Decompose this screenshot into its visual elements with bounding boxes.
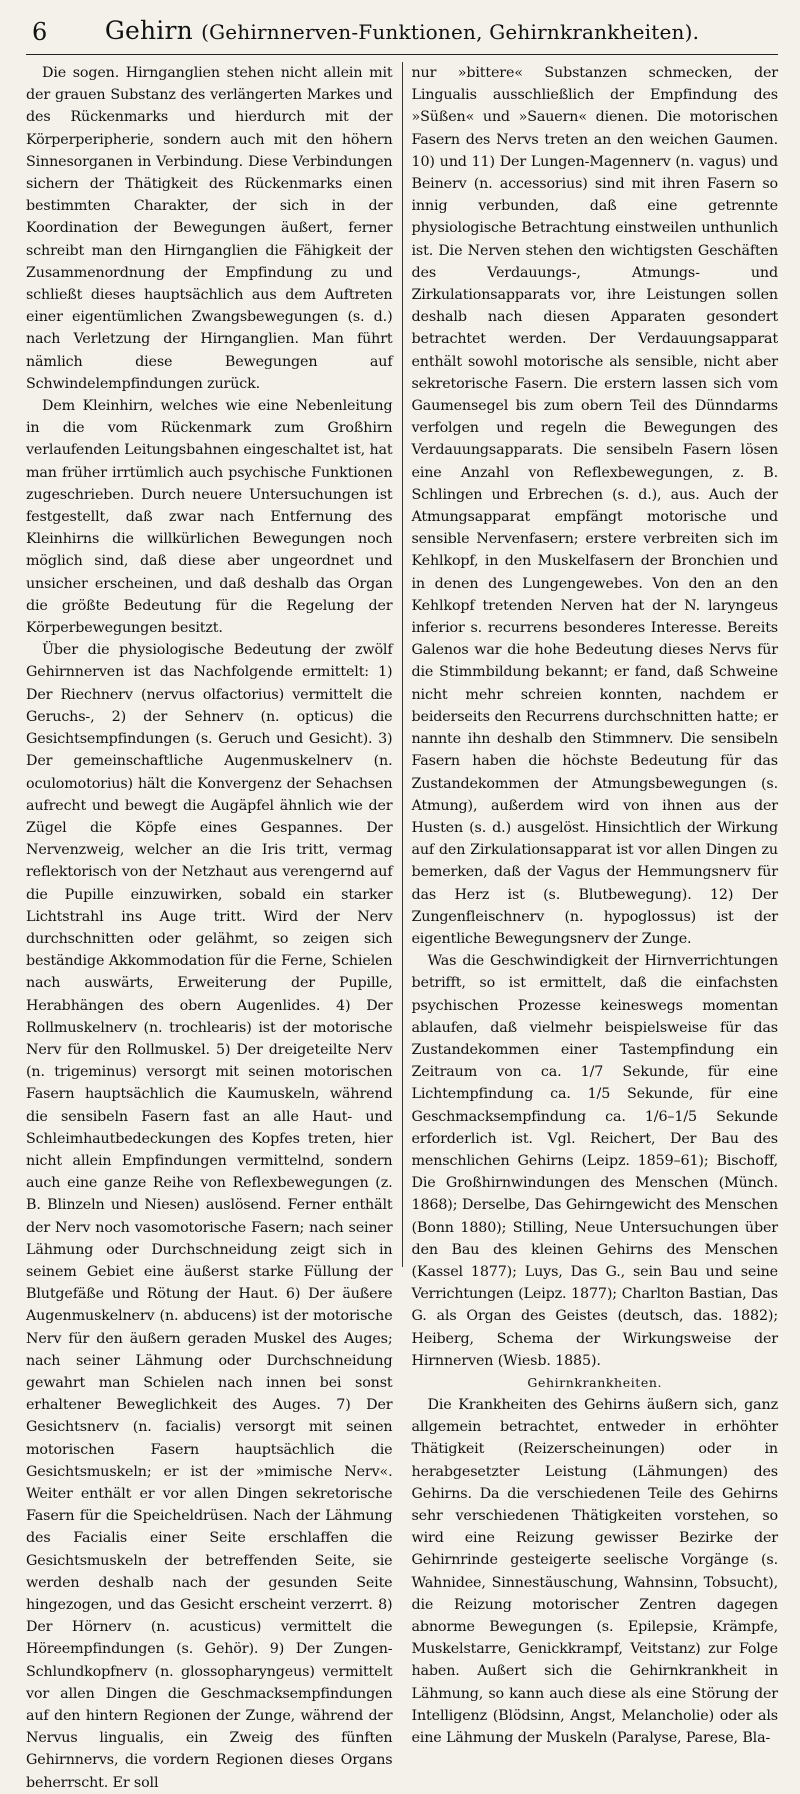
paragraph-krankheiten: Die Krankheiten des Gehirns äußern sich, ganz allgemein betrachtet, entweder in erhöhter Thätigkeit (Reizerscheinungen) oder in herabgesetzter Leistung (Lähmungen) des Gehirns. Da die verschiedenen Teile des Gehirns sehr verschiedenen Thätigkeiten vorstehen, so wird eine Reizung gewisser Bezirke der Gehirnrinde gesteigerte seelische Vorgänge (s. Wahnidee, Sinnestäuschung, Wahnsinn, Tobsucht), die Reizung motorischer Zentren dagegen abnorme Bewegungen (s. Epilepsie, Krämpfe, Muskelstarre, Genickkrampf, Veitstanz) zur Folge haben. Außert sich die Gehirnkrankheit in Lähmung, so kann auch diese als eine Störung der Intelligenz (Blödsinn, Angst, Melancholie) oder als eine Lähmung der Muskeln (Paralyse, Parese, Bla- — [411, 1396, 778, 1747]
header-rule — [26, 54, 778, 55]
page-number: 6 — [32, 18, 48, 46]
paragraph-kleinhirn: Dem Kleinhirn, welches wie eine Nebenleitung in die vom Rückenmark zum Großhirn verlaufenden Leitungsbahnen eingeschaltet ist, hat man früher irrtümlich auch psychische Funktionen zugeschrieben. Durch neuere Untersuchungen ist festgestellt, daß zwar nach Entfernung des Kleinhirns die willkürlichen Bewegungen noch möglich sind, daß diese aber ungeordnet und unsicher erscheinen, und daß deshalb das Organ die größte Bedeutung für die Regelung der Körperbewegungen besitzt. — [26, 398, 393, 637]
paragraph-continuation: nur »bittere« Substanzen schmecken, der Lingualis ausschließlich der Empfindung des »Süßen« und »Sauern« dienen. Die motorischen Fasern des Nervs treten an den weichen Gaumen. 10) und 11) Der Lungen-Magennerv (n. vagus) und Beinerv (n. accessorius) sind mit ihren Fasern so innig verbunden, daß eine getrennte physiologische Betrachtung einstweilen unthunlich ist. Die Nerven stehen den wichtigsten Geschäften des Verdauungs-, Atmungs- und Zirkulationsapparats vor, ihre Leistungen sollen deshalb nach diesen Apparaten gesondert betrachtet werden. Der Verdauungsapparat enthält sowohl motorische als sensible, nicht aber sekretorische Fasern. Die erstern lassen sich vom Gaumensegel bis zum obern Teil des Dünndarms verfolgen und regeln die Bewegungen des Verdauungsapparats. Die sensibeln Fasern lösen eine Anzahl von Reflexbewegungen, z. B. Schlingen und Erbrechen (s. d.), aus. Auch der Atmungsapparat empfängt motorische und sensible Nervenfasern; erstere verbreiten sich im Kehlkopf, in den Muskelfasern der Bronchien und in denen des Lungengewebes. Von den an den Kehlkopf tretenden Nerven hat der N. laryngeus inferior s. recurrens besonderes Interesse. Bereits Galenos war die hohe Bedeutung dieses Nervs für die Stimmbildung bekannt; er fand, daß Schweine nicht mehr schreien konnten, nachdem er beiderseits den Recurrens durchschnitten hatte; er nannte ihn deshalb den Stimmnerv. Die sensibeln Fasern haben die höchste Bedeutung für das Zustandekommen der Atmungsbewegungen (s. Atmung), außerdem wird von ihnen aus der Husten (s. d.) ausgelöst. Hinsichtlich der Wirkung auf den Zirkulationsapparat ist vor allen Dingen zu bemerken, daß der Vagus der Hemmungsnerv für das Herz ist (s. Blutbewegung). 12) Der Zungenfleischnerv (n. hypoglossus) ist der eigentliche Bewegungsnerv der Zunge. — [411, 65, 778, 947]
running-title-main: Gehirn — [104, 16, 193, 45]
text-columns — [26, 62, 778, 1791]
right-column — [403, 62, 779, 1747]
running-title-subtitle: (Gehirnnerven-Funktionen, Gehirnkrankheiten). — [201, 20, 700, 44]
page-header — [26, 14, 778, 54]
paragraph-geschwindigkeit: Was die Geschwindigkeit der Hirnverrichtungen betrifft, so ist ermittelt, daß die einfachsten psychischen Prozesse keineswegs momentan ablaufen, daß vielmehr beispielsweise für das Zustandekommen einer Tastempfindung ein Zeitraum von ca. 1/7 Sekunde, für eine Lichtempfindung ca. 1/5 Sekunde, für eine Geschmacksempfindung ca. 1/6–1/5 Sekunde erforderlich ist. Vgl. Reichert, Der Bau des menschlichen Gehirns (Leipz. 1859–61); Bischoff, Die Großhirnwindungen des Menschen (Münch. 1868); Derselbe, Das Gehirngewicht des Menschen (Bonn 1880); Stilling, Neue Untersuchungen über den Bau des kleinen Gehirns des Menschen (Kassel 1877); Luys, Das G., sein Bau und seine Verrichtungen (Leipz. 1877); Charlton Bastian, Das G. als Organ des Geistes (deutsch, das. 1882); Heiberg, Schema der Wirkungsweise der Hirnnerven (Wiesb. 1885). — [411, 953, 778, 1369]
section-heading: Gehirnkrankheiten. — [527, 1374, 663, 1390]
paragraph-gehirnnerven: Über die physiologische Bedeutung der zwölf Gehirnnerven ist das Nachfolgende ermittelt: 1) Der Riechnerv (nervus olfactorius) vermittelt die Geruchs-, 2) der Sehnerv (n. opticus) die Gesichtsempfindungen (s. Geruch und Gesicht). 3) Der gemeinschaftliche Augenmuskelnerv (n. oculomotorius) hält die Konvergenz der Sehachsen aufrecht und bewegt die Augäpfel ähnlich wie der Zügel die Köpfe eines Gespannes. Der Nervenzweig, welcher an die Iris tritt, vermag reflektorisch von der Netzhaut aus verengernd auf die Pupille einzuwirken, sobald ein starker Lichtstrahl ins Auge tritt. Wird der Nerv durchschnitten oder gelähmt, so zeigen sich beständige Akkommodation für die Ferne, Schielen nach auswärts, Erweiterung der Pupille, Herabhängen des obern Augenlides. 4) Der Rollmuskelnerv (n. trochlearis) ist der motorische Nerv für den Rollmuskel. 5) Der dreigeteilte Nerv (n. trigeminus) versorgt mit seinen motorischen Fasern hauptsächlich die Kaumuskeln, während die sensibeln Fasern fast an alle Haut- und Schleimhautbedeckungen des Kopfes treten, hier nicht allein Empfindungen vermittelnd, sondern auch eine ganze Reihe von Reflexbewegungen (z. B. Blinzeln und Niesen) auslösend. Ferner enthält der Nerv noch vasomotorische Fasern; nach seiner Lähmung oder Durchschneidung zeigt sich in seinem Gebiet eine äußerst starke Füllung der Blutgefäße und Rötung der Haut. 6) Der äußere Augenmuskelnerv (n. abducens) ist der motorische Nerv für den äußern geraden Muskel des Auges; nach seiner Lähmung oder Durchschneidung gewahrt man Schielen nach innen bei sonst erhaltener Beweglichkeit des Auges. 7) Der Gesichtsnerv (n. facialis) versorgt mit seinen motorischen Fasern hauptsächlich die Gesichtsmuskeln; er ist der »mimische Nerv«. Weiter enthält er vor allen Dingen sekretorische Fasern für die Speicheldrüsen. Nach der Lähmung des Facialis einer Seite erschlaffen die Gesichtsmuskeln der betreffenden Seite, sie werden deshalb nach der gesunden Seite hingezogen, und das Gesicht erscheint verzerrt. 8) Der Hörnerv (n. acusticus) vermittelt die Höreempfindungen (s. Gehör). 9) Der Zungen-Schlundkopfnerv (n. glossopharyngeus) vermittelt vor allen Dingen die Geschmacksempfindungen auf den hintern Regionen der Zunge, während der Nervus lingualis, ein Zweig des fünften Gehirnnervs, die vordern Regionen dieses Organs beherrscht. Er soll — [26, 642, 393, 1791]
running-title — [26, 16, 778, 45]
left-column — [26, 62, 402, 1791]
paragraph-hirnganglien: Die sogen. Hirnganglien stehen nicht allein mit der grauen Substanz des verlängerten Markes und des Rückenmarks und hierdurch mit der Körperperipherie, sondern auch mit den höhern Sinnesorganen in Verbindung. Diese Verbindungen sichern der Thätigkeit des Rückenmarks einen bestimmten Charakter, der sich in der Koordination der Bewegungen äußert, ferner schreibt man den Hirnganglien die Fähigkeit der Zusammenordnung der Empfindung zu und schließt dieses hauptsächlich aus dem Auftreten einer eigentümlichen Zwangsbewegungen (s. d.) nach Verletzung der Hirnganglien. Man führt nämlich diese Bewegungen auf Schwindelempfindungen zurück. — [26, 65, 393, 392]
